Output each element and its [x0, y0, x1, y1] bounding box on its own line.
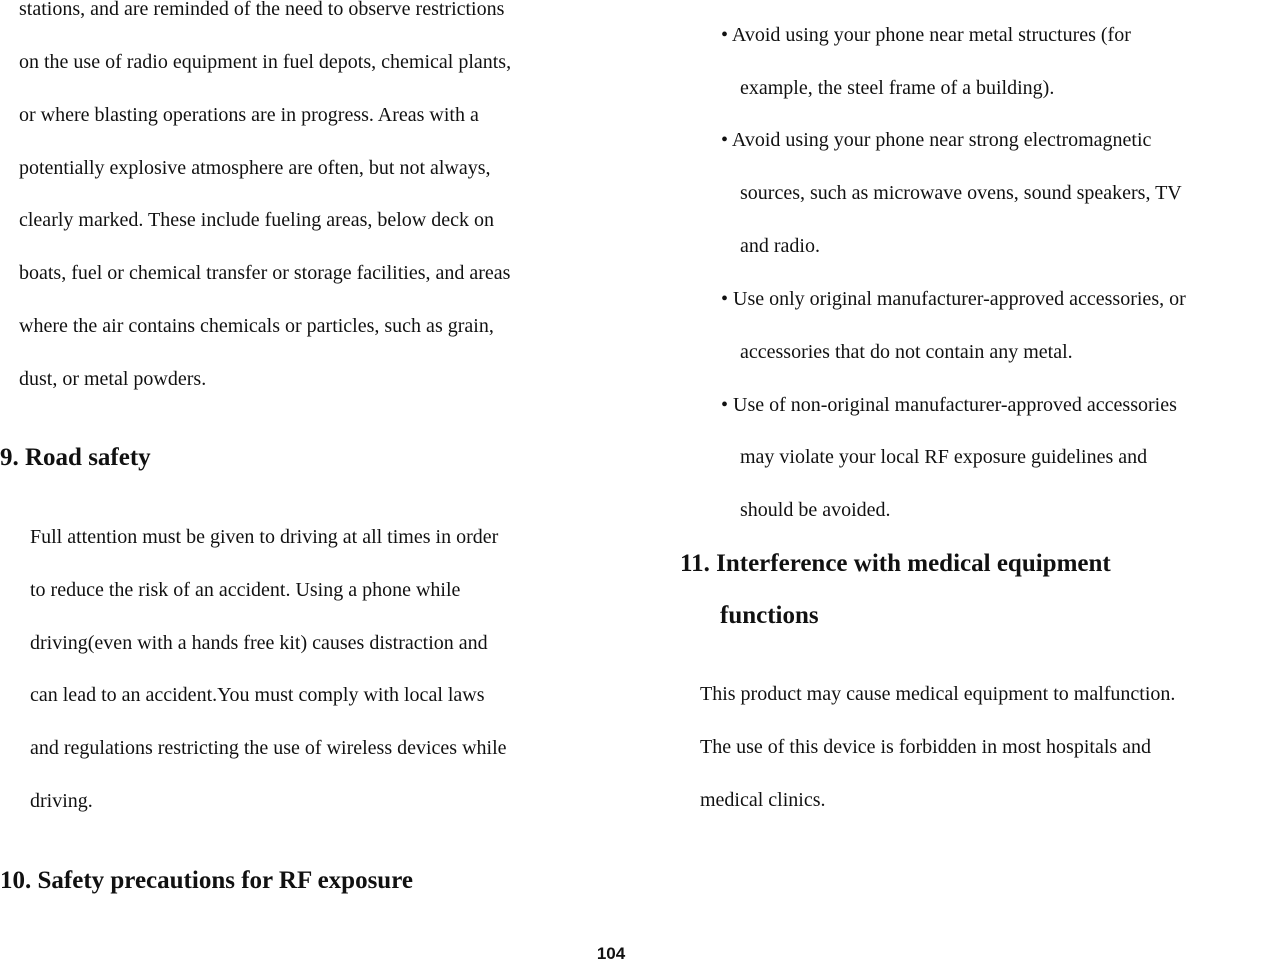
bullet-continuation-line: accessories that do not contain any metal.: [740, 341, 1073, 363]
bullet-line: • Use of non-original manufacturer-approved accessories: [721, 394, 1177, 416]
paragraph-line: boats, fuel or chemical transfer or storage facilities, and areas: [19, 262, 511, 284]
bullet-line: • Use only original manufacturer-approved accessories, or: [721, 288, 1186, 310]
bullet-continuation-line: may violate your local RF exposure guidelines and: [740, 446, 1148, 468]
paragraph-line: to reduce the risk of an accident. Using a phone while: [30, 579, 461, 601]
paragraph-line: or where blasting operations are in progress. Areas with a: [19, 104, 479, 126]
paragraph-line: Full attention must be given to driving at all times in order: [30, 526, 499, 548]
paragraph-line: can lead to an accident.You must comply with local laws: [30, 684, 485, 706]
section-heading-medical-equipment-cont: functions: [720, 602, 819, 629]
paragraph-line: on the use of radio equipment in fuel depots, chemical plants,: [19, 51, 512, 73]
bullet-line: • Avoid using your phone near strong electromagnetic: [721, 129, 1152, 151]
bullet-continuation-line: example, the steel frame of a building).: [740, 77, 1055, 99]
paragraph-line: driving(even with a hands free kit) causes distraction and: [30, 632, 488, 654]
section-heading-road-safety: 9. Road safety: [0, 444, 151, 471]
section-heading-rf-exposure: 10. Safety precautions for RF exposure: [0, 867, 413, 894]
bullet-continuation-line: sources, such as microwave ovens, sound speakers, TV: [740, 182, 1182, 204]
paragraph-line: medical clinics.: [700, 789, 826, 811]
paragraph-line: clearly marked. These include fueling areas, below deck on: [19, 209, 494, 231]
paragraph-line: where the air contains chemicals or particles, such as grain,: [19, 315, 494, 337]
paragraph-line: and regulations restricting the use of wireless devices while: [30, 737, 507, 759]
paragraph-line: potentially explosive atmosphere are often, but not always,: [19, 157, 491, 179]
paragraph-line: The use of this device is forbidden in most hospitals and: [700, 736, 1152, 758]
paragraph-line: dust, or metal powders.: [19, 368, 207, 390]
bullet-continuation-line: and radio.: [740, 235, 820, 257]
bullet-line: • Avoid using your phone near metal structures (for: [721, 24, 1131, 46]
paragraph-line: This product may cause medical equipment to malfunction.: [700, 683, 1176, 705]
paragraph-line: stations, and are reminded of the need to observe restrictions: [19, 0, 505, 20]
page-number: 104: [596, 944, 626, 963]
section-heading-medical-equipment: 11. Interference with medical equipment: [680, 550, 1111, 577]
bullet-continuation-line: should be avoided.: [740, 499, 891, 521]
paragraph-line: driving.: [30, 790, 93, 812]
